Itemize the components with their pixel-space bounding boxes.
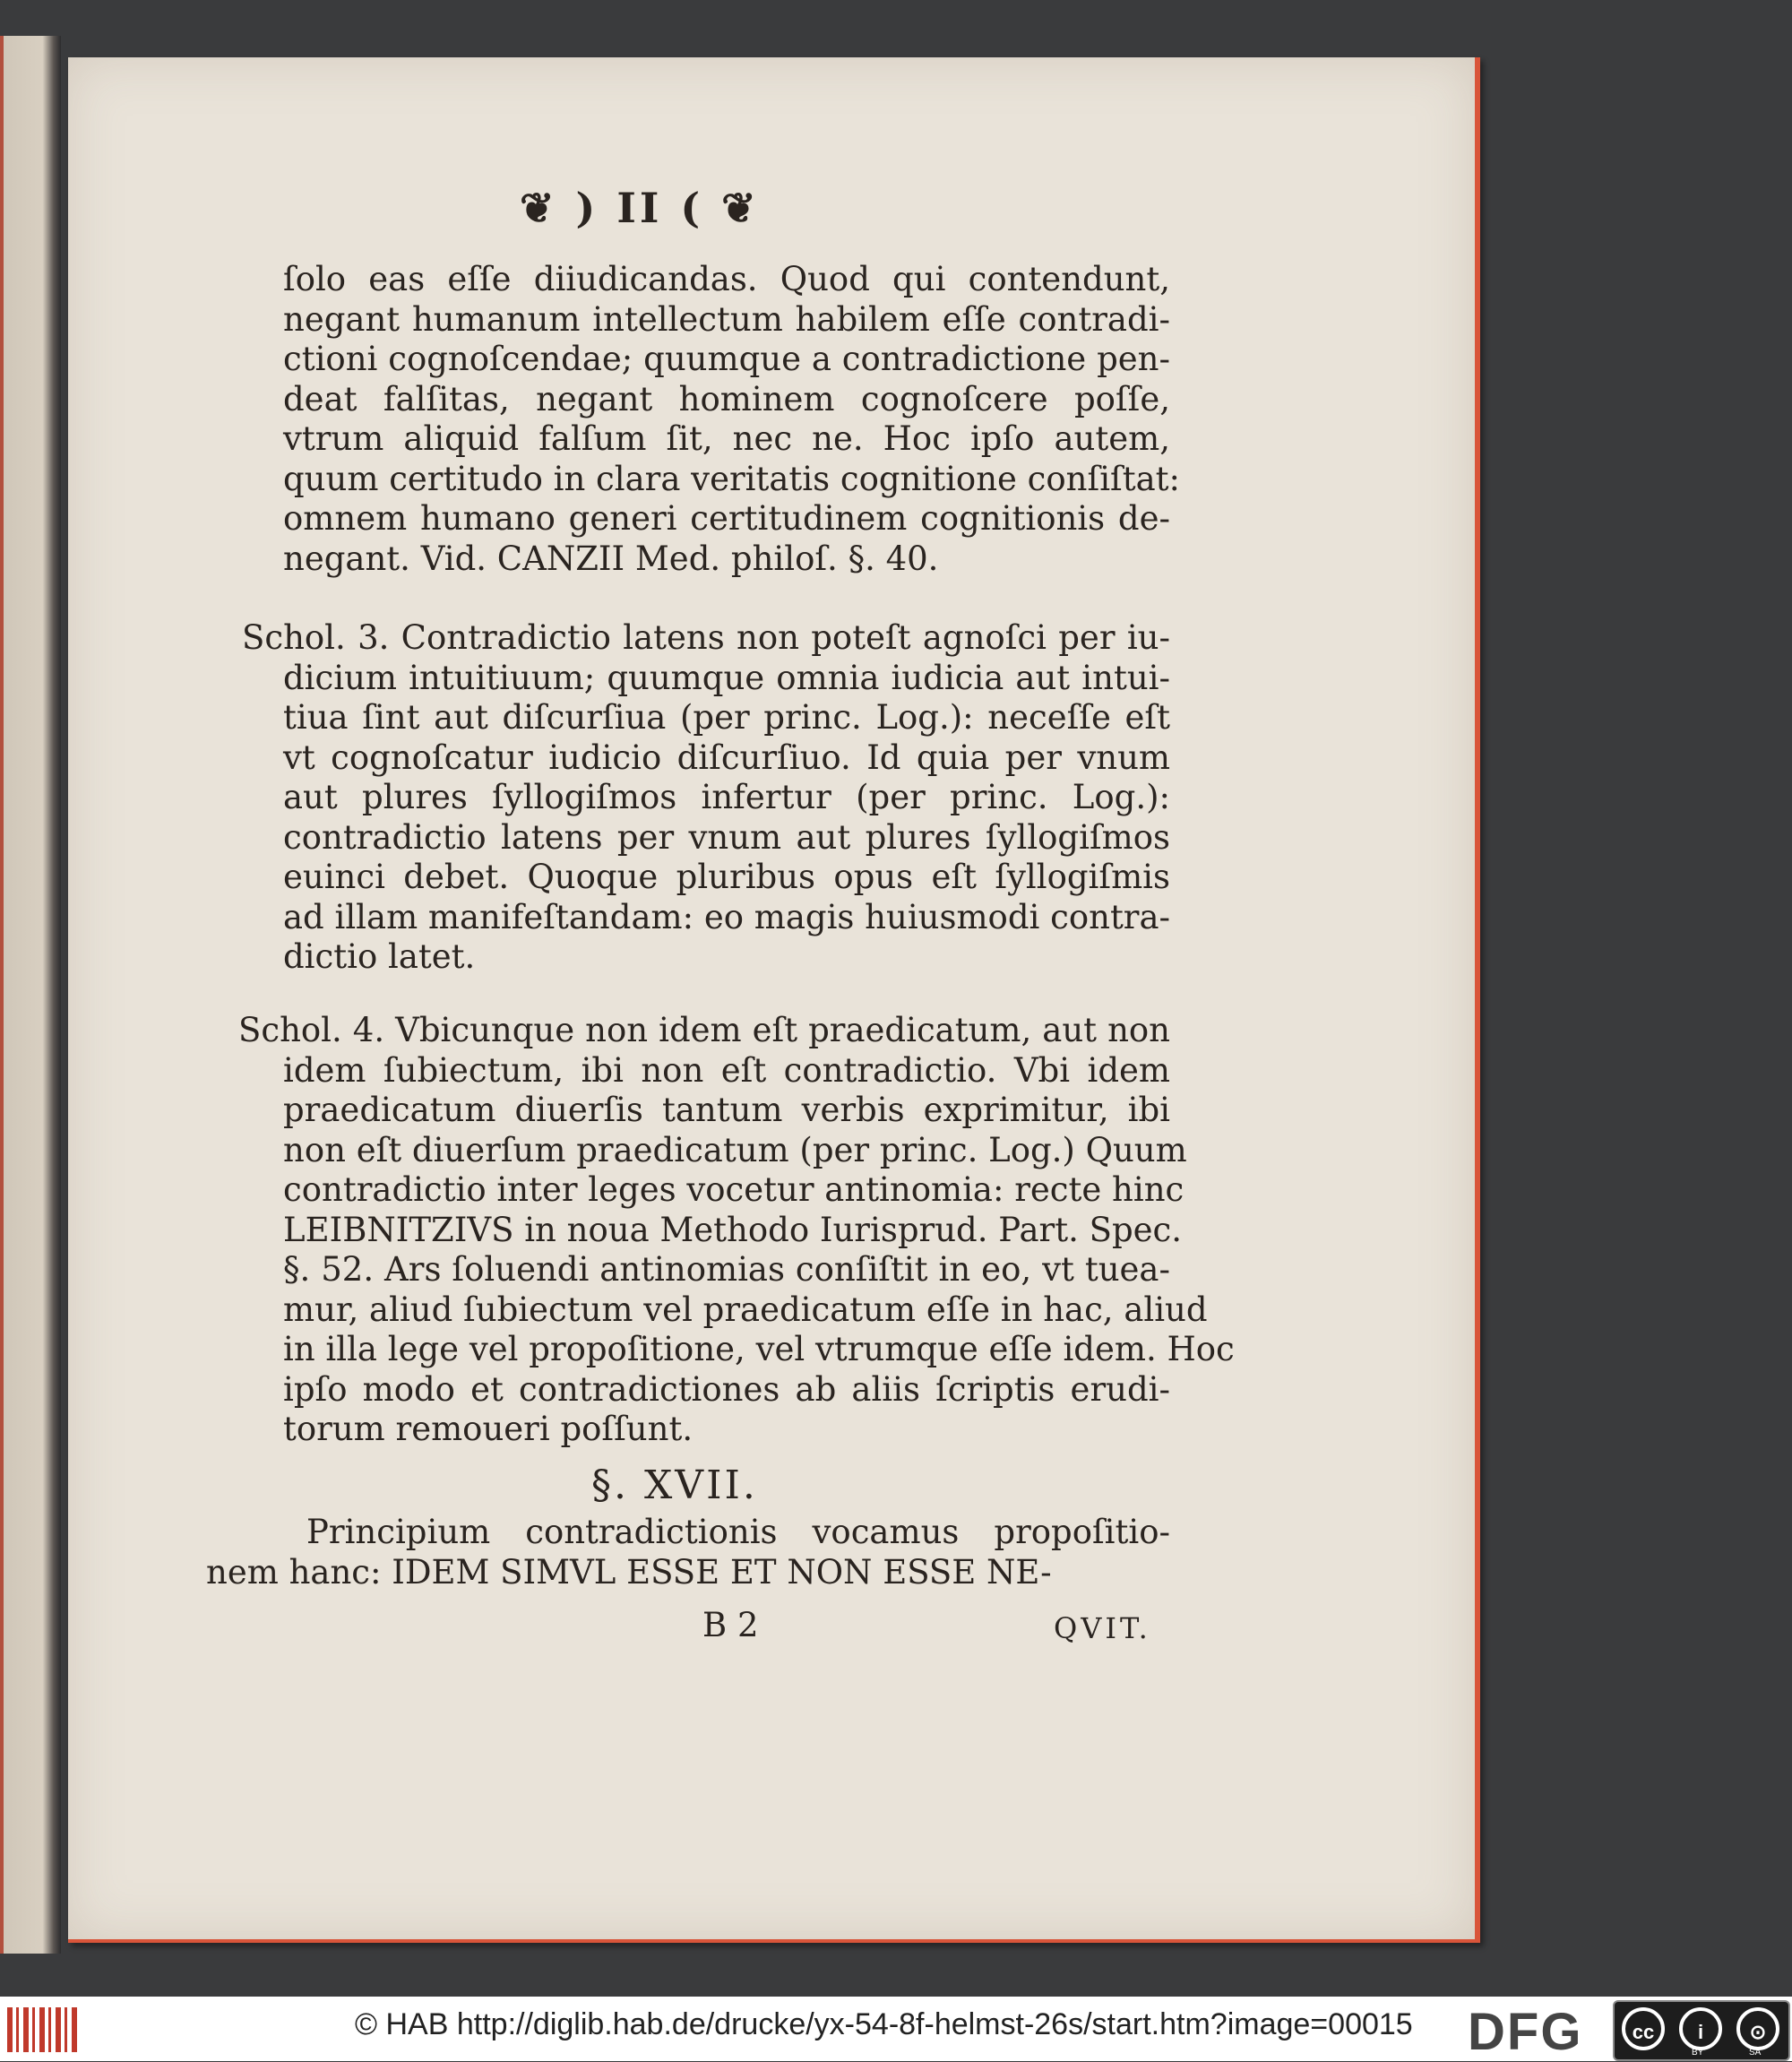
- signature-mark: B 2: [702, 1606, 759, 1644]
- running-header: ❦ ) II ( ❦: [520, 184, 760, 232]
- paragraph-scholium-3: [242, 618, 1170, 978]
- text-line: ipſo modo et contradictiones ab aliis ſcriptis erudi-: [283, 1369, 1170, 1409]
- paragraph-scholium-4: [238, 1011, 1235, 1450]
- text-line: Schol. 3. Contradictio latens non poteſt agnoſci per iu-: [242, 618, 1170, 657]
- text-line: ſolo eas eſſe diiudicandas. Quod qui contendunt,: [283, 260, 1170, 298]
- section-heading: §. XVII.: [591, 1462, 758, 1508]
- sa-label: SA: [1749, 2048, 1762, 2058]
- text-line: vtrum aliquid falſum ſit, nec ne. Hoc ipſo autem,: [283, 419, 1170, 458]
- text-line: praedicatum diuerſis tantum verbis exprimitur, ibi: [283, 1091, 1170, 1129]
- text-line: deat falſitas, negant hominem cognoſcere poſſe,: [283, 379, 1170, 418]
- text-line: contradictio inter leges vocetur antinomia: recte hinc: [283, 1170, 1185, 1209]
- text-line: tiua ſint aut diſcurſiua (per princ. Log.): neceſſe eſt: [283, 698, 1170, 737]
- paragraph-1: [283, 260, 1180, 579]
- text-line: §. 52. Ars ſoluendi antinomias conſiſtit in eo, vt tuea-: [283, 1250, 1170, 1289]
- catchword: QVIT.: [1054, 1611, 1151, 1645]
- text-line: dicium intuitiuum; quumque omnia iudicia aut intui-: [283, 658, 1170, 697]
- cc-license-badge[interactable]: [1613, 2000, 1790, 2061]
- text-line: negant. Vid. CANZII Med. philoſ. §. 40.: [283, 539, 939, 578]
- copyright-link[interactable]: © HAB http://diglib.hab.de/drucke/yx-54-8f-helmst-26s/start.htm?image=00015: [355, 2007, 1413, 2041]
- text-line: idem ſubiectum, ibi non eſt contradictio. Vbi idem: [283, 1050, 1170, 1090]
- text-line: omnem humano generi certitudinem cognitionis de-: [283, 499, 1170, 538]
- text-line: negant humanum intellectum habilem eſſe contradi-: [283, 299, 1170, 339]
- text-line: quum certitudo in clara veritatis cognitione conſiſtat:: [283, 459, 1180, 498]
- text-line: ad illam manifeſtandam: eo magis huiusmodi contra-: [283, 897, 1171, 936]
- by-label: BY: [1692, 2048, 1704, 2058]
- previous-page-edge: [0, 36, 61, 1954]
- text-line: LEIBNITZIVS in noua Methodo Iurisprud. Part. Spec.: [283, 1210, 1183, 1249]
- text-line: nem hanc: IDEM SIMVL ESSE ET NON ESSE NE-: [206, 1552, 1052, 1592]
- text-line: Principium contradictionis vocamus propoſitio-: [306, 1513, 1170, 1551]
- text-line: aut plures ſyllogiſmos infertur (per princ. Log.):: [283, 778, 1170, 816]
- sa-icon: ⊙: [1736, 2007, 1779, 2050]
- paragraph-principle: [206, 1513, 1170, 1592]
- page-edge-red: [0, 36, 4, 1954]
- text-line: non eſt diuerſum praedicatum (per princ. Log.) Quum: [283, 1130, 1187, 1169]
- text-line: dictio latet.: [283, 937, 476, 976]
- footer-bar: [0, 1997, 1792, 2061]
- text-line: euinci debet. Quoque pluribus opus eſt ſyllogiſmis: [283, 858, 1170, 896]
- hab-logo-icon: [7, 2007, 79, 2052]
- dfg-logo: DFG: [1468, 2003, 1583, 2061]
- text-line: torum remoueri poſſunt.: [283, 1410, 694, 1448]
- text-line: ctioni cognoſcendae; quumque a contradictione pen-: [283, 340, 1170, 378]
- text-line: mur, aliud ſubiectum vel praedicatum eſſe in hac, aliud: [283, 1290, 1208, 1329]
- text-line: contradictio latens per vnum aut plures ſyllogiſmos: [283, 817, 1170, 857]
- cc-icon: cc: [1622, 2007, 1665, 2050]
- text-line: vt cognoſcatur iudicio diſcurſiuo. Id quia per vnum: [283, 738, 1170, 777]
- text-line: Schol. 4. Vbicunque non idem eſt praedicatum, aut non: [238, 1011, 1170, 1049]
- by-icon: i: [1679, 2007, 1722, 2050]
- text-line: in illa lege vel propoſitione, vel vtrumque eſſe idem. Hoc: [283, 1330, 1235, 1368]
